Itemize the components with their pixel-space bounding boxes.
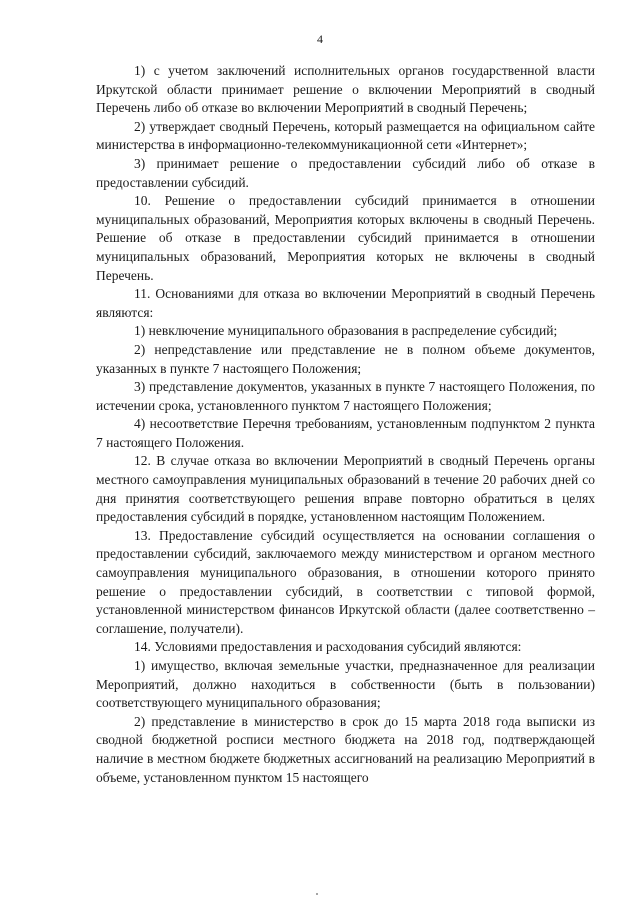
paragraph-11: 11. Основаниями для отказа во включении Мероприятий в сводный Перечень являются: (96, 286, 595, 320)
paragraph-13: 13. Предоставление субсидий осуществляется на основании соглашения о предоставлении субсидий, заключаемого между министерством и органом местного самоуправления муниципального образования, в отношении которого принято решение о предоставлении субсидий, в соответствии с типовой формой, установленной министерством финансов Иркутской области (далее соответственно – соглашение, получатели). (96, 527, 595, 636)
paragraph-14: 14. Условиями предоставления и расходования субсидий являются: (134, 639, 522, 655)
paragraph-12: 12. В случае отказа во включении Мероприятий в сводный Перечень органы местного самоуправления муниципальных образований в течение 20 рабочих дней со дня принятия соответствующего решения вправе повторно обратиться в целях предоставления субсидий в порядке, установленном настоящим Положением. (96, 453, 595, 525)
page-number: 4 (317, 32, 323, 46)
paragraph-9-3: 3) принимает решение о предоставлении субсидий либо об отказе в предоставлении субсидий. (96, 155, 595, 190)
document-body (96, 62, 595, 787)
paragraph-10: 10. Решение о предоставлении субсидий принимается в отношении муниципальных образований, Мероприятия которых включены в сводный Перечень. Решение об отказе в предоставлении субсидий принимается в отношении муниципальных образований, Мероприятия которых не включены в сводный Перечень. (96, 193, 595, 283)
paragraph-14-2: 2) представление в министерство в срок до 15 марта 2018 года выписки из сводной бюджетной росписи местного бюджета на 2018 год, подтверждающей наличие в местном бюджете бюджетных ассигнований на реализацию Мероприятий в объеме, установленном пунктом 15 настоящего (96, 713, 595, 785)
paragraph-11-1: 1) невключение муниципального образования в распределение субсидий; (134, 323, 558, 339)
paragraph-9-1: 1) с учетом заключений исполнительных органов государственной власти Иркутской области принимает решение о включении Мероприятий в сводный Перечень либо об отказе во включении Мероприятий в сводный Перечень; (96, 63, 595, 116)
paragraph-11-3: 3) представление документов, указанных в пункте 7 настоящего Положения, по истечении срока, установленного пунктом 7 настоящего Положения; (96, 379, 595, 413)
paragraph-11-2: 2) непредставление или представление не в полном объеме документов, указанных в пункте 7 настоящего Положения; (96, 341, 595, 376)
paragraph-11-4: 4) несоответствие Перечня требованиям, установленным подпунктом 2 пункта 7 настоящего Положения. (96, 416, 595, 450)
paragraph-14-1: 1) имущество, включая земельные участки, предназначенное для реализации Мероприятий, должно находиться в собственности (быть в пользовании) соответствующего муниципального образования; (96, 658, 595, 711)
paragraph-9-2: 2) утверждает сводный Перечень, который размещается на официальном сайте министерства в информационно-телекоммуникационной сети «Интернет»; (96, 118, 595, 153)
scan-artifact-dot (316, 893, 318, 895)
